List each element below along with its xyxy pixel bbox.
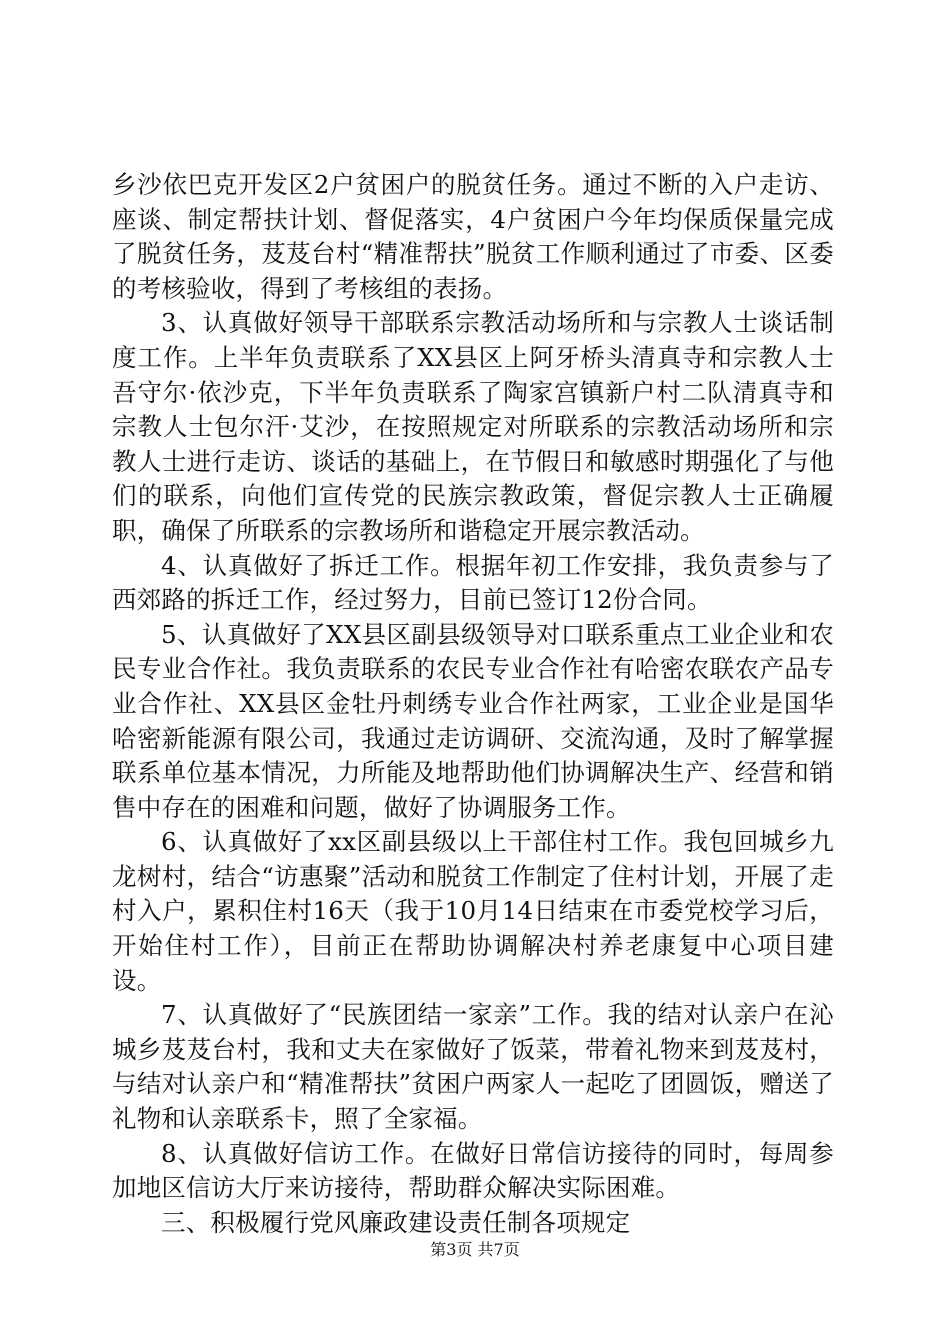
document-body [112, 168, 834, 1240]
paragraph-item-4-demolition: 4、认真做好了拆迁工作。根据年初工作安排，我负责参与了西郊路的拆迁工作，经过努力，目前已签订12份合同。 [112, 550, 834, 615]
paragraph-item-5-enterprise-liaison: 5、认真做好了XX县区副县级领导对口联系重点工业企业和农民专业合作社。我负责联系的农民专业合作社有哈密农联农产品专业合作社、XX县区金牡丹刺绣专业合作社两家，工业企业是国华哈密新能源有限公司，我通过走访调研、交流沟通，及时了解掌握联系单位基本情况，力所能及地帮助他们协调解决生产、经营和销售中存在的困难和问题，做好了协调服务工作。 [112, 619, 834, 822]
paragraph-item-8-petitions: 8、认真做好信访工作。在做好日常信访接待的同时，每周参加地区信访大厅来访接待，帮助群众解决实际困难。 [112, 1138, 834, 1203]
paragraph-continued-poverty-relief: 乡沙依巴克开发区2户贫困户的脱贫任务。通过不断的入户走访、座谈、制定帮扶计划、督促落实，4户贫困户今年均保质保量完成了脱贫任务，芨芨台村“精准帮扶”脱贫工作顺利通过了市委、区委的考核验收，得到了考核组的表扬。 [112, 170, 834, 303]
section-heading-3: 三、积极履行党风廉政建设责任制各项规定 [161, 1207, 631, 1237]
paragraph-item-6-village-residence: 6、认真做好了xx区副县级以上干部住村工作。我包回城乡九龙树村，结合“访惠聚”活动和脱贫工作制定了住村计划，开展了走村入户，累积住村16天（我于10月14日结束在市委党校学习后，开始住村工作），目前正在帮助协调解决村养老康复中心项目建设。 [112, 827, 834, 995]
paragraph-item-7-ethnic-unity: 7、认真做好了“民族团结一家亲”工作。我的结对认亲户在沁城乡芨芨台村，我和丈夫在家做好了饭菜，带着礼物来到芨芨村，与结对认亲户和“精准帮扶”贫困户两家人一起吃了团圆饭，赠送了礼物和认亲联系卡，照了全家福。 [112, 1000, 834, 1134]
page-number-footer: 第3页 共7页 [430, 1240, 520, 1259]
paragraph-item-3-religious-liaison: 3、认真做好领导干部联系宗教活动场所和与宗教人士谈话制度工作。上半年负责联系了XX县区上阿牙桥头清真寺和宗教人士吾守尔·依沙克，下半年负责联系了陶家宫镇新户村二队清真寺和宗教人士包尔汗·艾沙，在按照规定对所联系的宗教活动场所和宗教人士进行走访、谈话的基础上，在节假日和敏感时期强化了与他们的联系，向他们宣传党的民族宗教政策，督促宗教人士正确履职，确保了所联系的宗教场所和谐稳定开展宗教活动。 [112, 308, 834, 545]
